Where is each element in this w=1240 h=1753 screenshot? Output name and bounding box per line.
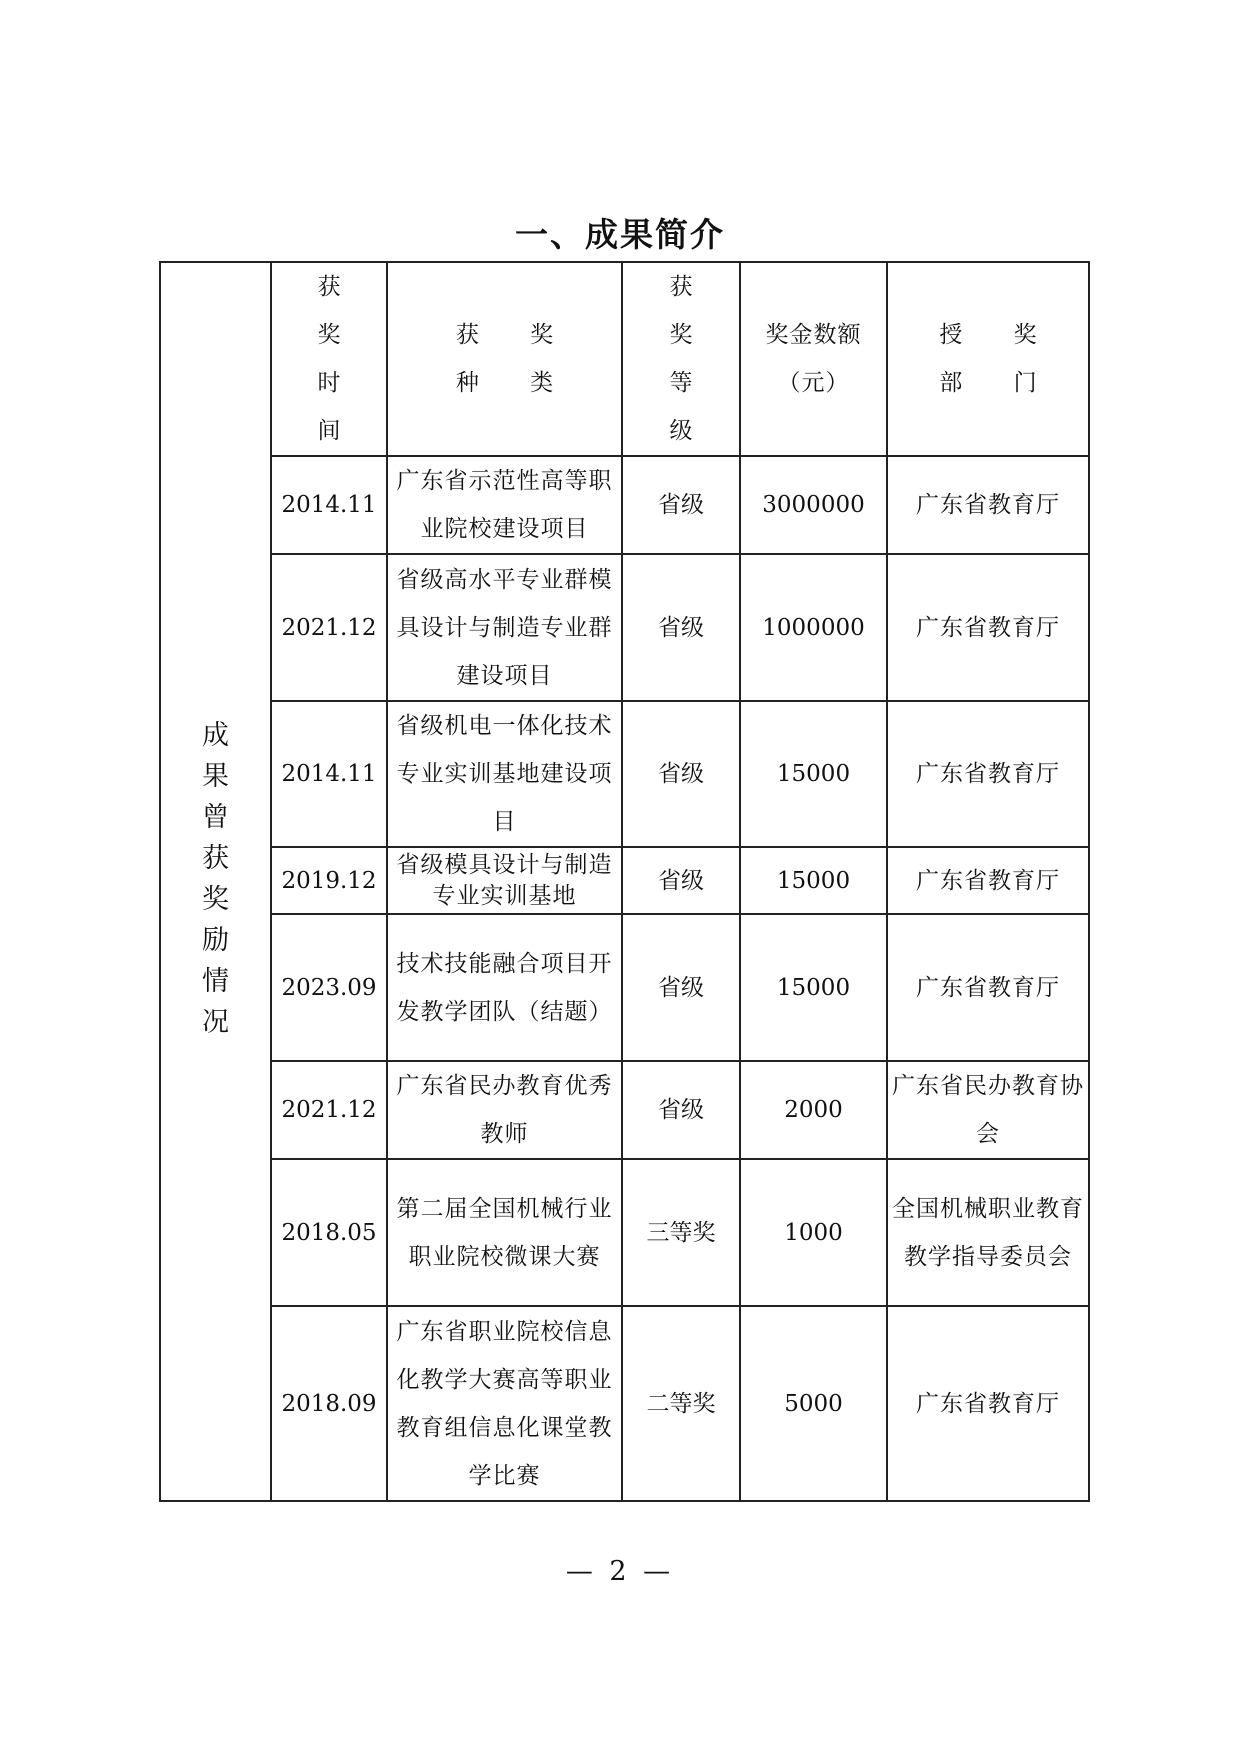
award-level: 省级: [622, 1061, 740, 1159]
side-label: 成果曾获奖励情况: [202, 720, 229, 1038]
award-dept: 全国机械职业教育教学指导委员会: [887, 1159, 1089, 1306]
awards-table: [159, 261, 1090, 1502]
header-level: 获 奖 等 级: [622, 262, 740, 456]
award-level: 三等奖: [622, 1159, 740, 1306]
award-dept: 广东省教育厅: [887, 1306, 1089, 1501]
award-level: 二等奖: [622, 1306, 740, 1501]
table-row: [160, 1306, 1089, 1501]
award-level: 省级: [622, 914, 740, 1061]
award-time: 2021.12: [271, 1061, 387, 1159]
table-row: [160, 554, 1089, 701]
award-amount: 1000000: [740, 554, 887, 701]
award-type: 省级机电一体化技术专业实训基地建设项目: [387, 701, 622, 847]
award-type: 省级高水平专业群模具设计与制造专业群建设项目: [387, 554, 622, 701]
award-time: 2014.11: [271, 456, 387, 554]
table-row: [160, 1061, 1089, 1159]
award-amount: 15000: [740, 914, 887, 1061]
award-type: 第二届全国机械行业职业院校微课大赛: [387, 1159, 622, 1306]
award-time: 2019.12: [271, 847, 387, 914]
page-title: 一、成果简介: [515, 215, 725, 254]
award-level: 省级: [622, 554, 740, 701]
award-time: 2021.12: [271, 554, 387, 701]
award-amount: 15000: [740, 847, 887, 914]
header-dept: 授 奖 部 门: [887, 262, 1089, 456]
award-dept: 广东省民办教育协会: [887, 1061, 1089, 1159]
table-row: [160, 1159, 1089, 1306]
award-type: 技术技能融合项目开发教学团队（结题）: [387, 914, 622, 1061]
award-dept: 广东省教育厅: [887, 554, 1089, 701]
award-time: 2014.11: [271, 701, 387, 847]
award-amount: 5000: [740, 1306, 887, 1501]
award-amount: 3000000: [740, 456, 887, 554]
award-level: 省级: [622, 847, 740, 914]
award-time: 2018.09: [271, 1306, 387, 1501]
table-row: [160, 701, 1089, 847]
award-level: 省级: [622, 456, 740, 554]
side-label-cell: [160, 262, 271, 1501]
header-time: 获 奖 时 间: [271, 262, 387, 456]
award-time: 2018.05: [271, 1159, 387, 1306]
award-type: 广东省职业院校信息化教学大赛高等职业教育组信息化课堂教学比赛: [387, 1306, 622, 1501]
award-amount: 2000: [740, 1061, 887, 1159]
award-level: 省级: [622, 701, 740, 847]
header-type: 获 奖 种 类: [387, 262, 622, 456]
award-type: 广东省民办教育优秀教师: [387, 1061, 622, 1159]
award-type: 省级模具设计与制造专业实训基地: [387, 847, 622, 914]
table-row: [160, 914, 1089, 1061]
header-row: [160, 262, 1089, 456]
award-type: 广东省示范性高等职业院校建设项目: [387, 456, 622, 554]
award-amount: 1000: [740, 1159, 887, 1306]
award-dept: 广东省教育厅: [887, 914, 1089, 1061]
table-row: [160, 847, 1089, 914]
award-dept: 广东省教育厅: [887, 847, 1089, 914]
award-amount: 15000: [740, 701, 887, 847]
header-amount: 奖金数额 （元）: [740, 262, 887, 456]
award-time: 2023.09: [271, 914, 387, 1061]
award-dept: 广东省教育厅: [887, 456, 1089, 554]
page-number: — 2 —: [565, 1556, 675, 1587]
table-row: [160, 456, 1089, 554]
award-dept: 广东省教育厅: [887, 701, 1089, 847]
